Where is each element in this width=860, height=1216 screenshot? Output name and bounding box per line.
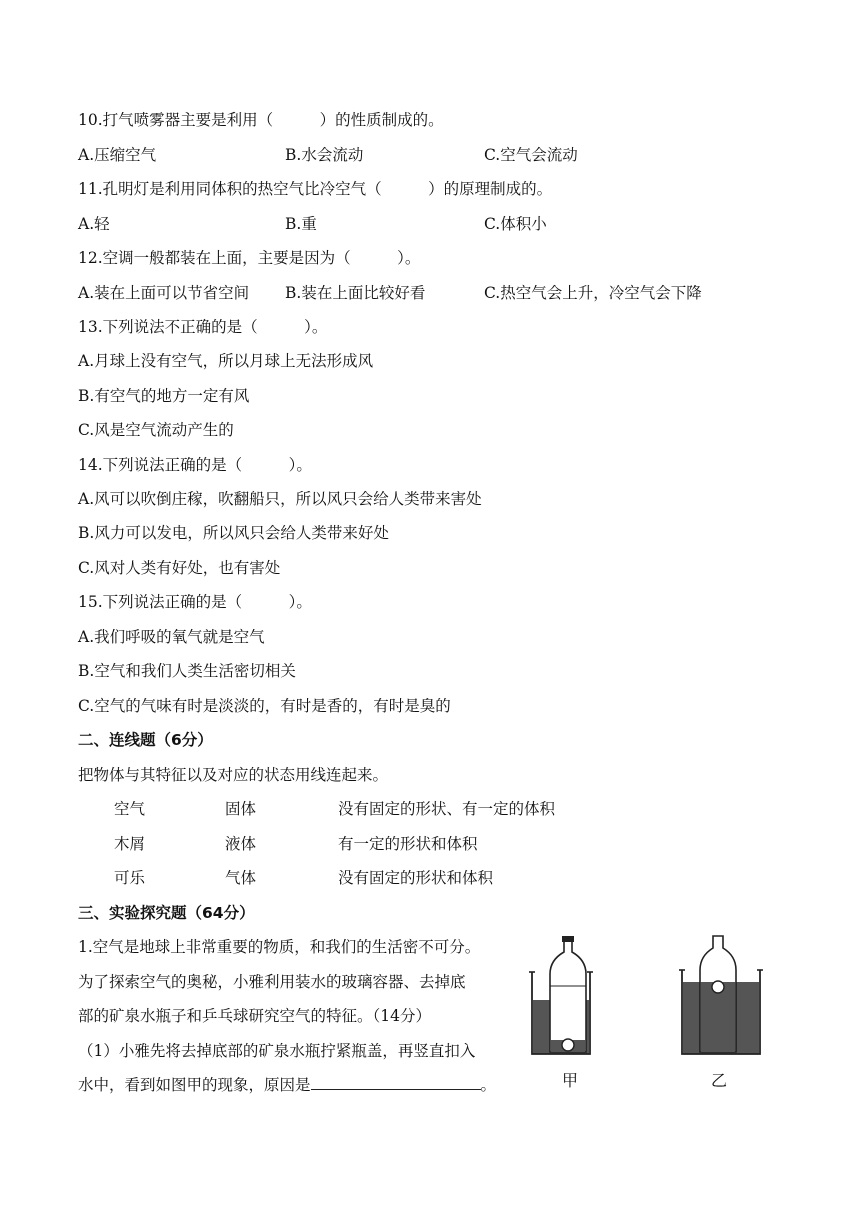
experiment-q1-line-2: 为了探索空气的奥秘，小雅利用装水的玻璃容器、去掉底: [78, 973, 466, 991]
match-state-1: 固体: [225, 800, 257, 818]
question-13-option-a: A.月球上没有空气，所以月球上无法形成风: [78, 352, 374, 370]
question-12-option-c: C.热空气会上升，冷空气会下降: [484, 284, 702, 302]
question-12-option-a: A.装在上面可以节省空间: [78, 284, 250, 302]
question-15-option-b: B.空气和我们人类生活密切相关: [78, 662, 296, 680]
section-2-instruction: 把物体与其特征以及对应的状态用线连起来。: [78, 766, 389, 784]
sub1-text: 水中，看到如图甲的现象，原因是: [78, 1076, 311, 1094]
match-state-2: 液体: [225, 835, 257, 853]
answer-blank[interactable]: [311, 1075, 481, 1090]
question-11-option-b: B.重: [285, 215, 317, 233]
question-11-stem: 11.孔明灯是利用同体积的热空气比冷空气（ ）的原理制成的。: [78, 180, 553, 198]
question-14-option-c: C.风对人类有好处，也有害处: [78, 559, 281, 577]
question-12-stem: 12.空调一般都装在上面，主要是因为（ ）。: [78, 249, 421, 267]
question-13-option-b: B.有空气的地方一定有风: [78, 387, 250, 405]
match-object-3: 可乐: [114, 869, 146, 887]
beaker-figure-jia: [526, 930, 596, 1060]
figure-label-jia: 甲: [562, 1071, 579, 1090]
section-2-heading: 二、连线题（6分）: [78, 731, 213, 749]
question-14-option-a: A.风可以吹倒庄稼，吹翻船只，所以风只会给人类带来害处: [78, 490, 482, 508]
experiment-q1-line-3: 部的矿泉水瓶子和乒乓球研究空气的特征。（14分）: [78, 1007, 431, 1025]
question-15-option-a: A.我们呼吸的氧气就是空气: [78, 628, 265, 646]
question-15-stem: 15.下列说法正确的是（ ）。: [78, 593, 312, 611]
question-14-option-b: B.风力可以发电，所以风只会给人类带来好处: [78, 524, 389, 542]
question-11-option-a: A.轻: [78, 215, 110, 233]
question-10-option-b: B.水会流动: [285, 146, 364, 164]
match-object-2: 木屑: [114, 835, 146, 853]
experiment-q1-sub1-line-2: [78, 1075, 496, 1095]
question-10-option-a: A.压缩空气: [78, 146, 157, 164]
question-15-option-c: C.空气的气味有时是淡淡的，有时是香的，有时是臭的: [78, 697, 451, 715]
question-13-option-c: C.风是空气流动产生的: [78, 421, 234, 439]
question-10-stem: 10.打气喷雾器主要是利用（ ）的性质制成的。: [78, 111, 444, 129]
match-state-3: 气体: [225, 869, 257, 887]
question-10-option-c: C.空气会流动: [484, 146, 578, 164]
question-13-stem: 13.下列说法不正确的是（ ）。: [78, 318, 328, 336]
figure-label-yi: 乙: [711, 1071, 728, 1090]
match-feature-3: 没有固定的形状和体积: [338, 869, 494, 887]
experiment-q1-sub1-line-1: （1）小雅先将去掉底部的矿泉水瓶拧紧瓶盖，再竖直扣入: [78, 1042, 476, 1060]
match-feature-2: 有一定的形状和体积: [338, 835, 478, 853]
question-14-stem: 14.下列说法正确的是（ ）。: [78, 456, 312, 474]
beaker-figure-yi: [676, 930, 766, 1060]
sub1-end: 。: [480, 1076, 497, 1094]
question-12-option-b: B.装在上面比较好看: [285, 284, 426, 302]
section-3-heading: 三、实验探究题（64分）: [78, 904, 255, 922]
question-11-option-c: C.体积小: [484, 215, 547, 233]
match-feature-1: 没有固定的形状、有一定的体积: [338, 800, 556, 818]
match-object-1: 空气: [114, 800, 146, 818]
experiment-q1-line-1: 1.空气是地球上非常重要的物质，和我们的生活密不可分。: [78, 938, 481, 956]
